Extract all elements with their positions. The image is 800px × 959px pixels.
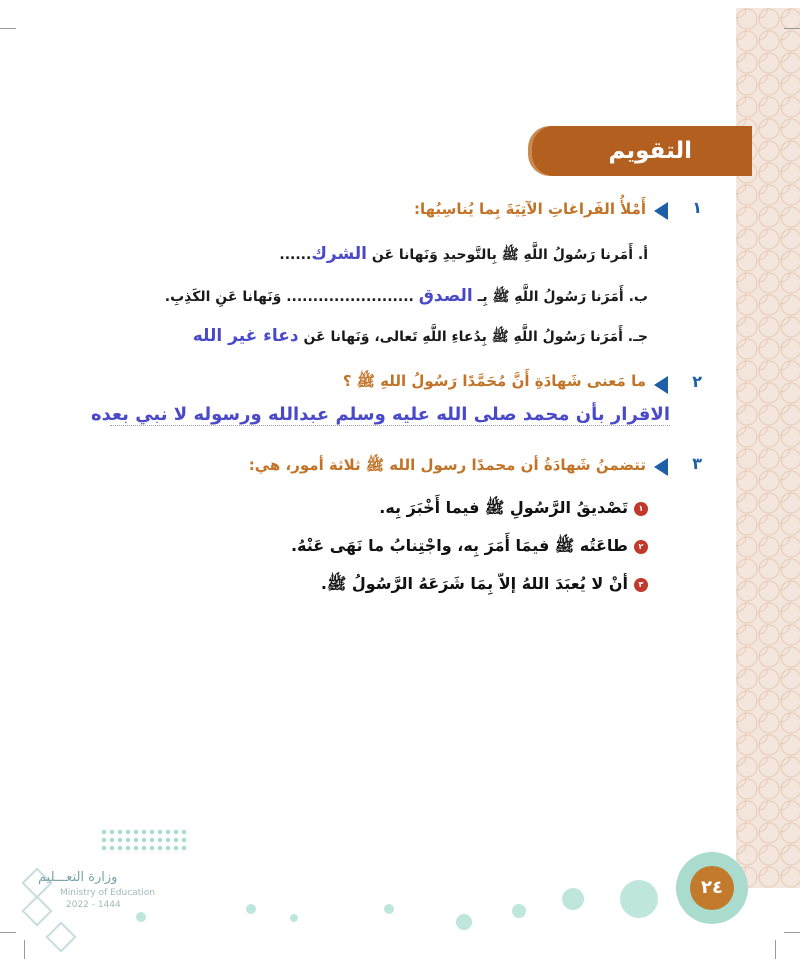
crop-mark xyxy=(0,28,16,29)
numbered-bullet-icon: ٢ xyxy=(634,540,648,554)
ministry-logo-icon xyxy=(21,895,52,926)
question-2-answer[interactable]: الاقرار بأن محمد صلى الله عليه وسلم عبدالله ورسوله لا نبي بعده xyxy=(91,404,670,425)
flower-decoration-icon xyxy=(246,904,256,914)
ministry-logo-year: 2022 - 1444 xyxy=(66,900,121,910)
ministry-logo-arabic: وزارة التعـــليم xyxy=(38,870,118,885)
q1-item-c-answer[interactable]: دعاء غير الله xyxy=(192,326,299,346)
numbered-bullet-icon: ٣ xyxy=(634,578,648,592)
page-number: ٢٤ xyxy=(690,866,734,910)
question-2-prompt: ما مَعنى شَهادَةِ أَنَّ مُحَمَّدًا رَسُولُ اللهِ ﷺ ؟ xyxy=(342,372,646,390)
question-arrow-icon xyxy=(654,458,668,476)
numbered-bullet-icon: ١ xyxy=(634,502,648,516)
flower-decoration-icon xyxy=(456,914,472,930)
flower-decoration-icon xyxy=(384,904,394,914)
question-1-number: ١ xyxy=(692,198,702,217)
q1-item-a-answer[interactable]: الشرك xyxy=(311,244,367,264)
q1-item-a-suffix: ...... xyxy=(279,247,312,263)
q1-item-c xyxy=(193,326,648,348)
question-3-prompt: تتضمنُ شَهادَةُ أن محمدًا رسول الله ﷺ ثلاثة أمور، هي: xyxy=(248,456,646,474)
q1-item-b-suffix: ........................ وَنَهانا عَنِ الكَذِبِ. xyxy=(164,289,419,305)
q1-item-a xyxy=(279,244,648,266)
flower-decoration-icon xyxy=(136,912,146,922)
q1-item-a-prefix: أ. أَمَرنا رَسُولُ اللَّهِ ﷺ بِالتَّوحيدِ وَنَهانا عَن xyxy=(366,247,648,263)
section-title: التقويم xyxy=(608,138,692,164)
ministry-logo-english: Ministry of Education xyxy=(60,888,155,898)
flower-decoration-icon xyxy=(620,880,658,918)
question-2-number: ٢ xyxy=(692,372,702,391)
q1-item-b-answer[interactable]: الصدق xyxy=(418,286,473,306)
question-1-prompt: أَمْلأُ الفَراغاتِ الآتِيَةَ بِما يُناسِبُها: xyxy=(414,200,646,218)
q1-item-b-prefix: ب. أَمَرَنا رَسُولُ اللَّهِ ﷺ بِـ xyxy=(472,289,648,305)
crop-mark xyxy=(784,932,800,933)
q3-item-1 xyxy=(379,498,648,521)
q1-item-b xyxy=(165,286,648,308)
ministry-logo-icon xyxy=(45,921,76,952)
crop-mark xyxy=(784,28,800,29)
flower-decoration-icon xyxy=(512,904,526,918)
q3-item-2-text: طاعَتُه ﷺ فيمَا أَمَرَ بِه، واجْتِنابُ ما نَهَى عَنْهُ. xyxy=(290,536,628,555)
flower-decoration-icon xyxy=(562,888,584,910)
q3-item-2 xyxy=(291,536,648,559)
q1-item-c-prefix: جـ. أَمَرَنا رَسُولُ اللَّهِ ﷺ بِدُعاءِ اللَّهِ تَعالى، وَنَهانا عَن xyxy=(298,329,648,345)
flower-decoration-icon xyxy=(290,914,298,922)
question-arrow-icon xyxy=(654,376,668,394)
q3-item-3 xyxy=(321,574,648,597)
question-3-number: ٣ xyxy=(692,454,702,473)
crop-mark xyxy=(775,940,776,959)
q3-item-3-text: أنْ لا يُعبَدَ اللهُ إلاّ بِمَا شَرَعَهُ الرَّسُولُ ﷺ. xyxy=(320,574,628,593)
crop-mark xyxy=(0,932,16,933)
question-arrow-icon xyxy=(654,202,668,220)
ministry-logo-dots xyxy=(100,828,188,854)
q3-item-1-text: تَصْديقُ الرَّسُولِ ﷺ فيما أَخْبَرَ بِه. xyxy=(379,498,628,517)
crop-mark xyxy=(24,940,25,959)
